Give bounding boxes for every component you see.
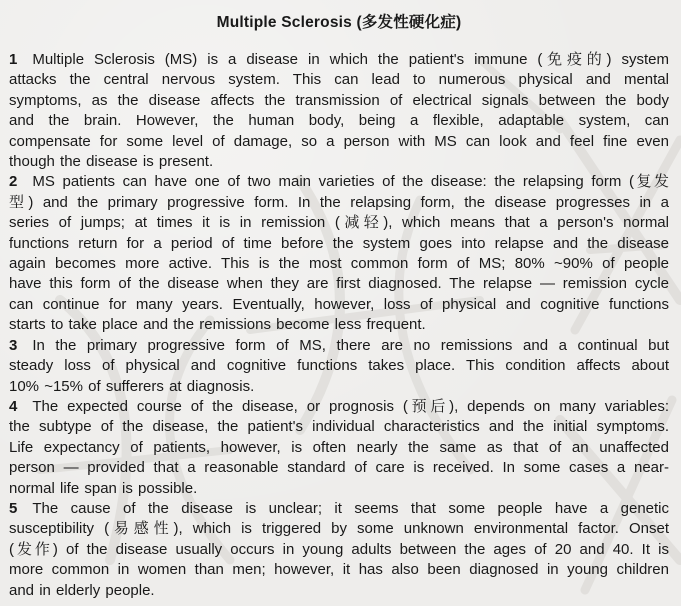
text-line: 1 Multiple Sclerosis (MS) is a disease in which the patient's immune (免疫的) system xyxy=(9,50,669,70)
text-line: and the brain. However, the human body, being a flexible, adaptable system, can xyxy=(9,112,669,130)
text-line: attacks the central nervous system. This can lead to numerous physical and mental xyxy=(9,71,669,89)
text-line: more common in women than men; however, it has also been diagnosed in young children xyxy=(9,561,669,579)
paragraph-number: 5 xyxy=(9,499,18,517)
text-line: 4 The expected course of the disease, or prognosis (预后), depends on many variables: xyxy=(9,397,669,417)
text-line: starts to take place and the remissions become less frequent. xyxy=(9,316,426,334)
text-line: steady loss of physical and cognitive functions takes place. This condition affects about xyxy=(9,357,669,375)
text-line: compensate for some level of damage, so a person with MS can look and feel fine even xyxy=(9,132,669,150)
paragraph-number: 1 xyxy=(9,51,18,68)
text-line: series of jumps; at times it is in remission (减轻), which means that a person's normal xyxy=(9,214,669,232)
text-line: 3 In the primary progressive form of MS, there are no remissions and a continual but xyxy=(9,336,669,356)
text-line: though the disease is present. xyxy=(9,153,214,171)
text-line: (发作) of the disease usually occurs in young adults between the ages of 20 and 40. It is xyxy=(9,540,669,558)
text-line: Life expectancy of patients, however, is often nearly the same as that of an unaffected xyxy=(9,438,669,456)
text-line: 5 The cause of the disease is unclear; it seems that some people have a genetic xyxy=(9,499,669,519)
text-line: susceptibility (易感性), which is triggered by some unknown environmental factor. Onset xyxy=(9,520,669,538)
page-title: Multiple Sclerosis (多发性硬化症) xyxy=(216,14,462,31)
text-line: person — provided that a reasonable standard of care is received. In some cases a near- xyxy=(9,459,669,477)
text-line: functions return for a period of time before the system goes into relapse and the disease xyxy=(9,234,669,252)
text-line: again becomes more active. This is the most common form of MS; 80% ~90% of people xyxy=(9,255,669,273)
text-line: and in elderly people. xyxy=(9,581,155,599)
paragraph-number: 3 xyxy=(9,336,18,354)
text-line: 型) and the primary progressive form. In the relapsing form, the disease progresses in a xyxy=(9,193,669,211)
text-line: have this form of the disease when they are first diagnosed. The relapse — remission cycle xyxy=(9,275,669,293)
paragraph-number: 4 xyxy=(9,397,18,415)
paragraph-number: 2 xyxy=(9,173,18,191)
text-line: 10% ~15% of sufferers at diagnosis. xyxy=(9,377,255,395)
text-line: can continue for many years. Eventually, however, loss of physical and cognitive functions xyxy=(9,295,669,313)
text-line: 2 MS patients can have one of two main varieties of the disease: the relapsing form (复发 xyxy=(9,172,669,192)
passage-content xyxy=(9,10,669,601)
text-line: symptoms, as the disease affects the transmission of electrical signals between the body xyxy=(9,91,669,109)
passage xyxy=(9,50,669,601)
text-line: normal life span is possible. xyxy=(9,479,198,497)
text-line: the subtype of the disease, the patient's individual characteristics and the initial symptoms. xyxy=(9,418,669,436)
